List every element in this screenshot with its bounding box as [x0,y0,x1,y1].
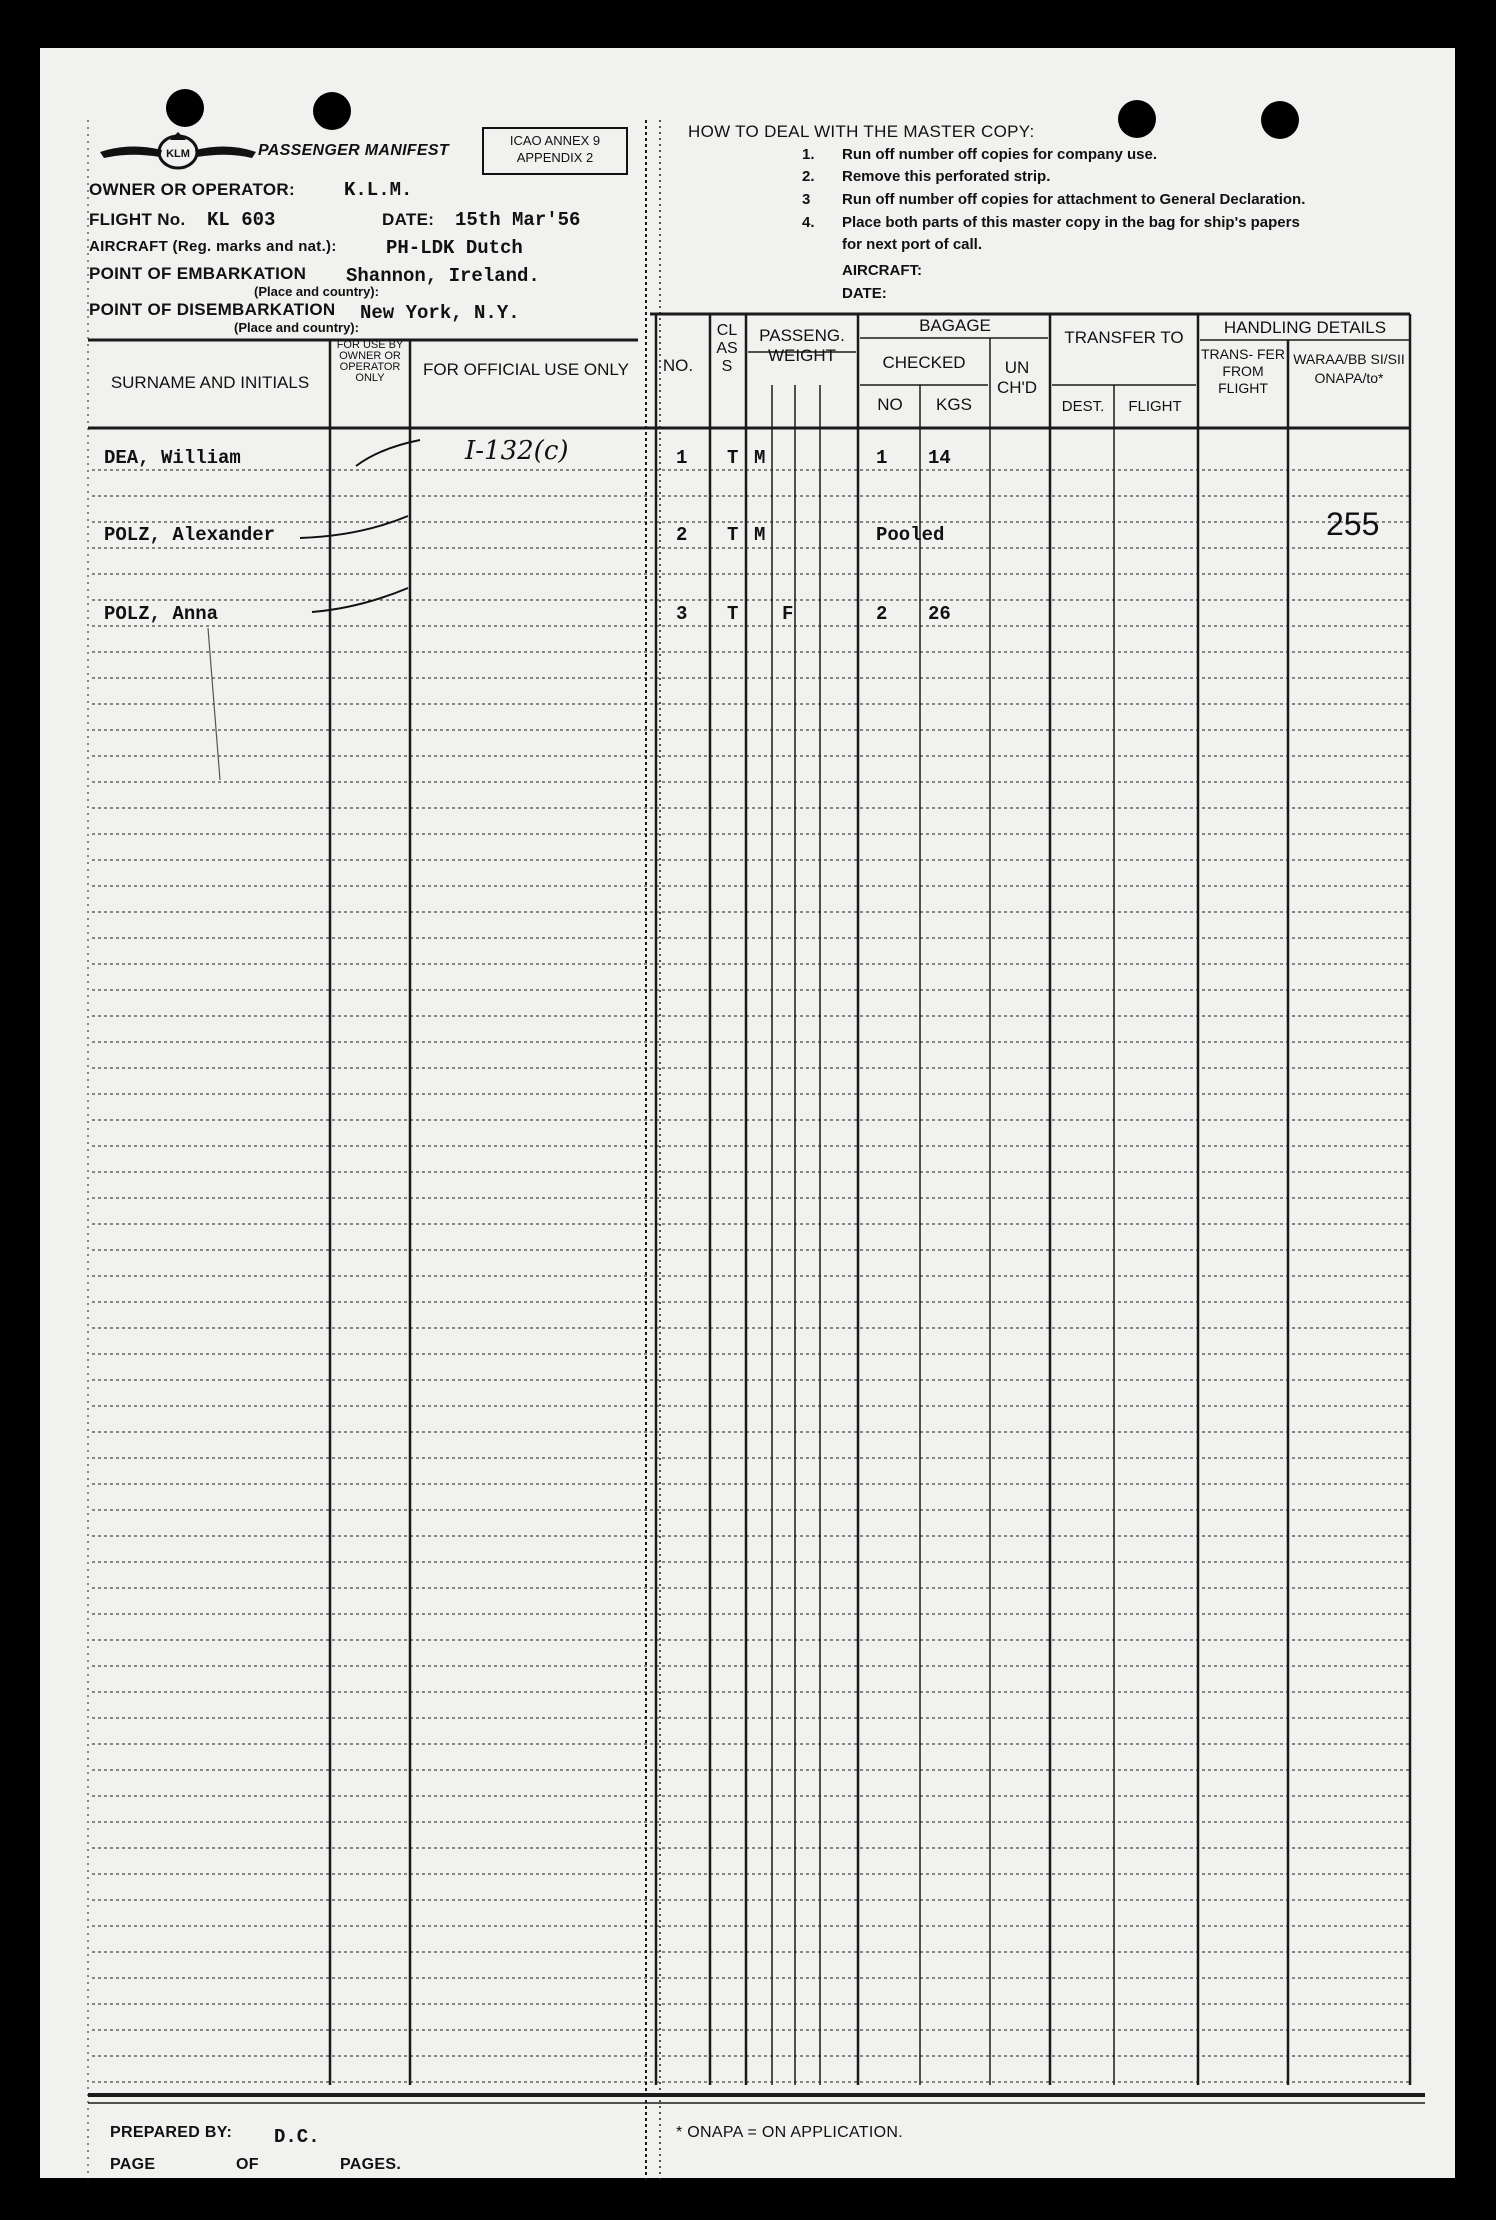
row-2-no: 2 [676,524,688,546]
aircraft-value: PH-LDK Dutch [386,237,523,259]
col-flight: FLIGHT [1128,398,1182,415]
annex-label: ICAO ANNEX 9 [509,133,601,148]
row-1-bag-no: 1 [876,447,888,469]
col-bag-no: NO [877,395,903,414]
embarkation-label: POINT OF EMBARKATION [89,264,307,283]
col-no: NO. [662,356,694,375]
row-1-weight: M [754,447,766,469]
row-1-bag-kgs: 14 [928,447,951,469]
prepared-by-value: D.C. [274,2126,320,2148]
svg-text:KLM: KLM [166,148,190,160]
col-handling: HANDLING DETAILS [1223,318,1387,337]
icao-annex-box [482,127,628,175]
row-3-no: 3 [676,603,688,625]
col-bag-kgs: KGS [936,395,972,414]
col-checked: CHECKED [882,353,966,372]
page-label: PAGE [110,2156,156,2173]
instructions-title: HOW TO DEAL WITH THE MASTER COPY: [688,122,1035,141]
instructions-date-label: DATE: [842,285,887,302]
row-2-weight: M [754,524,766,546]
disembarkation-sub: (Place and country): [234,320,359,335]
col-official-use: FOR OFFICIAL USE ONLY [423,360,629,379]
col-transfer: TRANSFER TO [1064,328,1184,347]
date-label: DATE: [382,210,435,229]
owner-label: OWNER OR OPERATOR: [89,180,295,199]
onapa-note: * ONAPA = ON APPLICATION. [676,2124,903,2141]
col-waraa: WARAA/BB SI/SII ONAPA/to* [1293,351,1405,386]
row-2-class: T [727,524,739,546]
row-1-name: DEA, William [104,447,241,469]
pages-label: PAGES. [340,2156,402,2173]
aircraft-label: AIRCRAFT (Reg. marks and nat.): [89,238,337,255]
col-owner-use: FOR USE BY OWNER OR OPERATOR ONLY [336,339,404,384]
instruction-text: Remove this perforated strip. [842,168,1051,185]
row-2-handling: 255 [1326,506,1380,542]
row-3-bag-kgs: 26 [928,603,951,625]
of-label: OF [236,2156,259,2173]
instruction-num: 1. [802,146,815,163]
col-pass-weight: PASSENG. WEIGHT [759,326,845,365]
embarkation-value: Shannon, Ireland. [346,265,540,287]
row-3-class: T [727,603,739,625]
instruction-text: Place both parts of this master copy in the bag for ship's papers [842,214,1300,231]
col-baggage: BAGAGE [919,316,991,335]
row-1-official: I-132(c) [465,436,569,466]
flight-label: FLIGHT No. [89,210,186,229]
instruction-text: for next port of call. [842,236,983,253]
flight-value: KL 603 [207,209,276,231]
col-class: CLASS [716,322,738,375]
row-2-bag-no: Pooled [876,524,945,546]
row-2-name: POLZ, Alexander [104,524,276,546]
owner-value: K.L.M. [344,179,413,201]
instruction-text: Run off number off copies for company use. [842,146,1158,163]
prepared-by-label: PREPARED BY: [110,2124,233,2141]
row-3-weight: F [782,603,794,625]
embarkation-sub: (Place and country): [254,284,379,299]
instruction-num: 2. [802,168,815,185]
form-title: PASSENGER MANIFEST [258,142,449,159]
disembarkation-value: New York, N.Y. [360,302,520,324]
col-surname: SURNAME AND INITIALS [110,373,310,392]
instructions-aircraft-label: AIRCRAFT: [842,262,922,279]
col-unchd: UN CH'D [996,358,1038,397]
row-1-class: T [727,447,739,469]
row-3-bag-no: 2 [876,603,888,625]
col-dest: DEST. [1061,398,1105,415]
appendix-label: APPENDIX 2 [516,150,594,165]
row-1-no: 1 [676,447,688,469]
instruction-num: 3 [802,191,811,208]
col-trans-from: TRANS- FER FROM FLIGHT [1201,346,1285,396]
disembarkation-label: POINT OF DISEMBARKATION [89,300,336,319]
row-3-name: POLZ, Anna [104,603,219,625]
instruction-num: 4. [802,214,815,231]
instruction-text: Run off number off copies for attachment to General Declaration. [842,191,1306,208]
date-value: 15th Mar'56 [455,209,581,231]
